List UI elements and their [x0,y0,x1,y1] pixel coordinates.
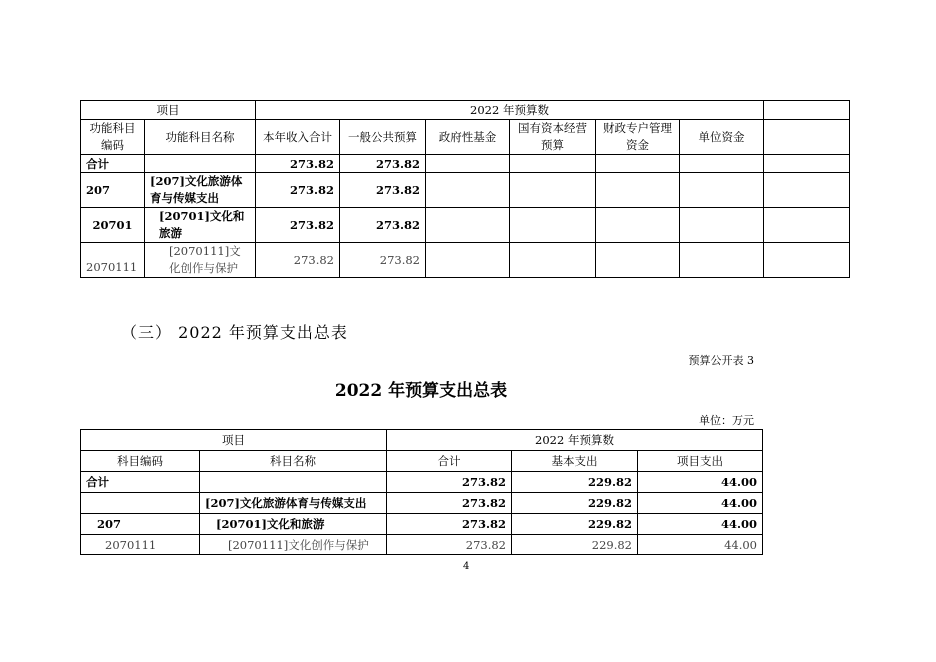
row-project: 44.00 [638,514,763,535]
col-header-fund: 政府性基金 [426,120,510,155]
col-header-general: 一般公共预算 [340,120,426,155]
table-row [81,472,763,493]
row-code: 合计 [81,472,200,493]
empty-cell [764,208,850,243]
empty-cell [510,173,596,208]
page-number: 4 [463,561,470,572]
row-general: 273.82 [340,208,426,243]
row-code: 2070111 [81,243,145,278]
row-code: 20701 [81,208,145,243]
row-general: 273.82 [340,243,426,278]
col-header-unit-funds: 单位资金 [680,120,764,155]
table-row [81,155,850,173]
row-total: 273.82 [387,493,512,514]
row-code [81,493,200,514]
empty-cell [426,243,510,278]
row-code: 207 [81,514,200,535]
col-header-total: 本年收入合计 [256,120,340,155]
row-basic: 229.82 [512,535,638,555]
row-total: 273.82 [387,514,512,535]
empty-cell [764,101,850,120]
row-name: [20701]文化和旅游 [200,514,387,535]
row-project: 44.00 [638,472,763,493]
header-item: 项目 [81,101,256,120]
empty-cell [426,155,510,173]
row-name [145,155,256,173]
row-total: 273.82 [256,243,340,278]
empty-cell [426,208,510,243]
row-total: 273.82 [256,155,340,173]
col-header-basic: 基本支出 [512,451,638,472]
row-code: 207 [81,173,145,208]
table-row [81,173,850,208]
col-header-name: 科目名称 [200,451,387,472]
col-header-name: 功能科目名称 [145,120,256,155]
row-basic: 229.82 [512,472,638,493]
unit-label: 单位：万元 [699,414,754,427]
table-row [81,493,763,514]
col-header-project: 项目支出 [638,451,763,472]
row-basic: 229.82 [512,493,638,514]
table-number: 预算公开表 3 [688,354,754,367]
empty-cell [510,243,596,278]
empty-cell [510,208,596,243]
table-row [81,535,763,555]
empty-cell [764,173,850,208]
row-general: 273.82 [340,173,426,208]
col-header-special-account: 财政专户管理资金 [596,120,680,155]
row-code: 2070111 [81,535,200,555]
row-name: [2070111]文化创作与保护 [200,535,387,555]
table-row [81,243,850,278]
empty-cell [764,155,850,173]
row-total: 273.82 [387,472,512,493]
row-total: 273.82 [256,173,340,208]
header-budget: 2022 年预算数 [256,101,764,120]
row-project: 44.00 [638,493,763,514]
col-header-total: 合计 [387,451,512,472]
row-general: 273.82 [340,155,426,173]
income-budget-table [80,100,850,278]
empty-cell [680,208,764,243]
row-name [200,472,387,493]
expenditure-summary-table [80,429,763,555]
header-budget: 2022 年预算数 [387,430,763,451]
empty-cell [680,155,764,173]
empty-cell [680,173,764,208]
empty-cell [596,155,680,173]
col-header-code: 科目编码 [81,451,200,472]
header-item: 项目 [81,430,387,451]
empty-cell [764,243,850,278]
empty-cell [426,173,510,208]
empty-cell [596,243,680,278]
row-total: 273.82 [387,535,512,555]
table-row [81,514,763,535]
empty-cell [764,120,850,155]
row-total: 273.82 [256,208,340,243]
empty-cell [510,155,596,173]
empty-cell [596,173,680,208]
row-name: [207]文化旅游体育与传媒支出 [145,173,256,208]
row-code: 合计 [81,155,145,173]
row-project: 44.00 [638,535,763,555]
row-name: [20701]文化和旅游 [145,208,256,243]
row-name: [2070111]文化创作与保护 [145,243,256,278]
section-heading: （三） 2022 年预算支出总表 [121,323,348,342]
col-header-state-capital: 国有资本经营预算 [510,120,596,155]
table-row [81,208,850,243]
row-basic: 229.82 [512,514,638,535]
row-name: [207]文化旅游体育与传媒支出 [200,493,387,514]
empty-cell [596,208,680,243]
page-title: 2022 年预算支出总表 [334,381,508,401]
col-header-code: 功能科目编码 [81,120,145,155]
empty-cell [680,243,764,278]
